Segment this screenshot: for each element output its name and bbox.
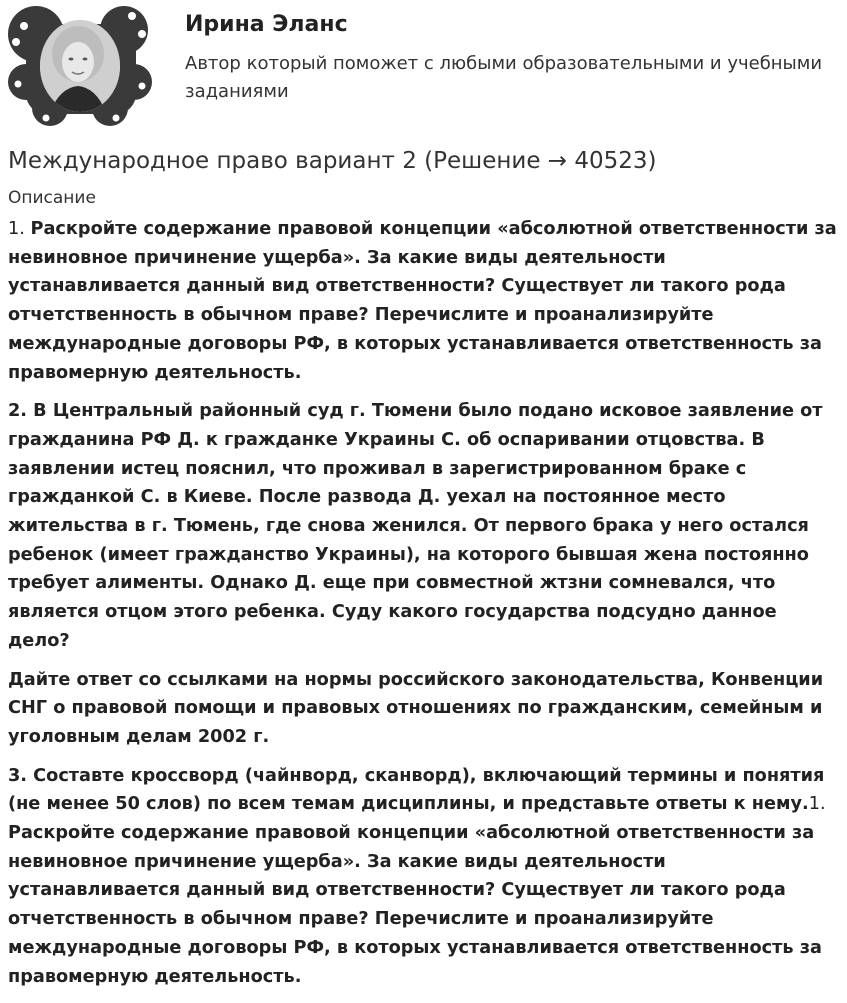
- paragraph-3-text: Дайте ответ со ссылками на нормы российского законодательства, Конвенции СНГ о правовой помощи и правовых отношениях по гражданским, семейным и уголовным делам 2002 г.: [8, 669, 824, 747]
- paragraph-1-text: Раскройте содержание правовой концепции «абсолютной ответственности за невиновное причинение ущерба». За какие виды деятельности устанавливается данный вид ответственности? Существует ли такого рода отчетственность в обычном праве? Перечислите и проанализируйте международные договоры РФ, в которых устанавливается ответственность за правомерную деятельность.: [8, 219, 837, 383]
- author-avatar[interactable]: [6, 4, 152, 128]
- paragraph-4-text-a: 3. Составте кроссворд (чайнворд, сканворд), включающий термины и понятия (не менее 50 слов) по всем темам дисциплины, и представьте ответы к нему.: [8, 765, 825, 815]
- description-content: [8, 215, 840, 1001]
- paragraph-2: [8, 397, 840, 655]
- paragraph-4: [8, 762, 840, 992]
- paragraph-1: [8, 215, 840, 387]
- author-description: Автор который поможет с любыми образовательными и учебными заданиями: [185, 53, 823, 102]
- paragraph-4-number: 1.: [808, 794, 826, 815]
- paragraph-3: [8, 666, 840, 752]
- paragraph-1-number: 1.: [8, 219, 25, 239]
- author-name[interactable]: Ирина Эланс: [185, 12, 348, 37]
- description-label: Описание: [8, 188, 96, 208]
- author-card: [0, 0, 847, 135]
- paragraph-4-text-b: Раскройте содержание правовой концепции «абсолютной ответственности за невиновное причинение ущерба». За какие виды деятельности устанавливается данный вид ответственности? Существует ли такого рода отчетственность в обычном праве? Перечислите и проанализируйте международные договоры РФ, в которых устанавливается ответственность за правомерную деятельность.: [8, 823, 822, 987]
- paragraph-2-text: 2. В Центральный районный суд г. Тюмени было подано исковое заявление от гражданина РФ Д. к гражданке Украины С. об оспаривании отцовства. В заявлении истец пояснил, что проживал в зарегистрированном браке с гражданкой С. в Киеве. После развода Д. уехал на постоянное место жительства в г. Тюмень, где снова женился. От первого брака у него остался ребенок (имеет гражданство Украины), на которого бывшая жена постоянно требует алименты. Однако Д. еще при совместной жтзни сомневался, что является отцом этого ребенка. Суду какого государства подсудно данное дело?: [8, 401, 823, 651]
- page-title: Международное право вариант 2 (Решение → 40523): [8, 148, 657, 174]
